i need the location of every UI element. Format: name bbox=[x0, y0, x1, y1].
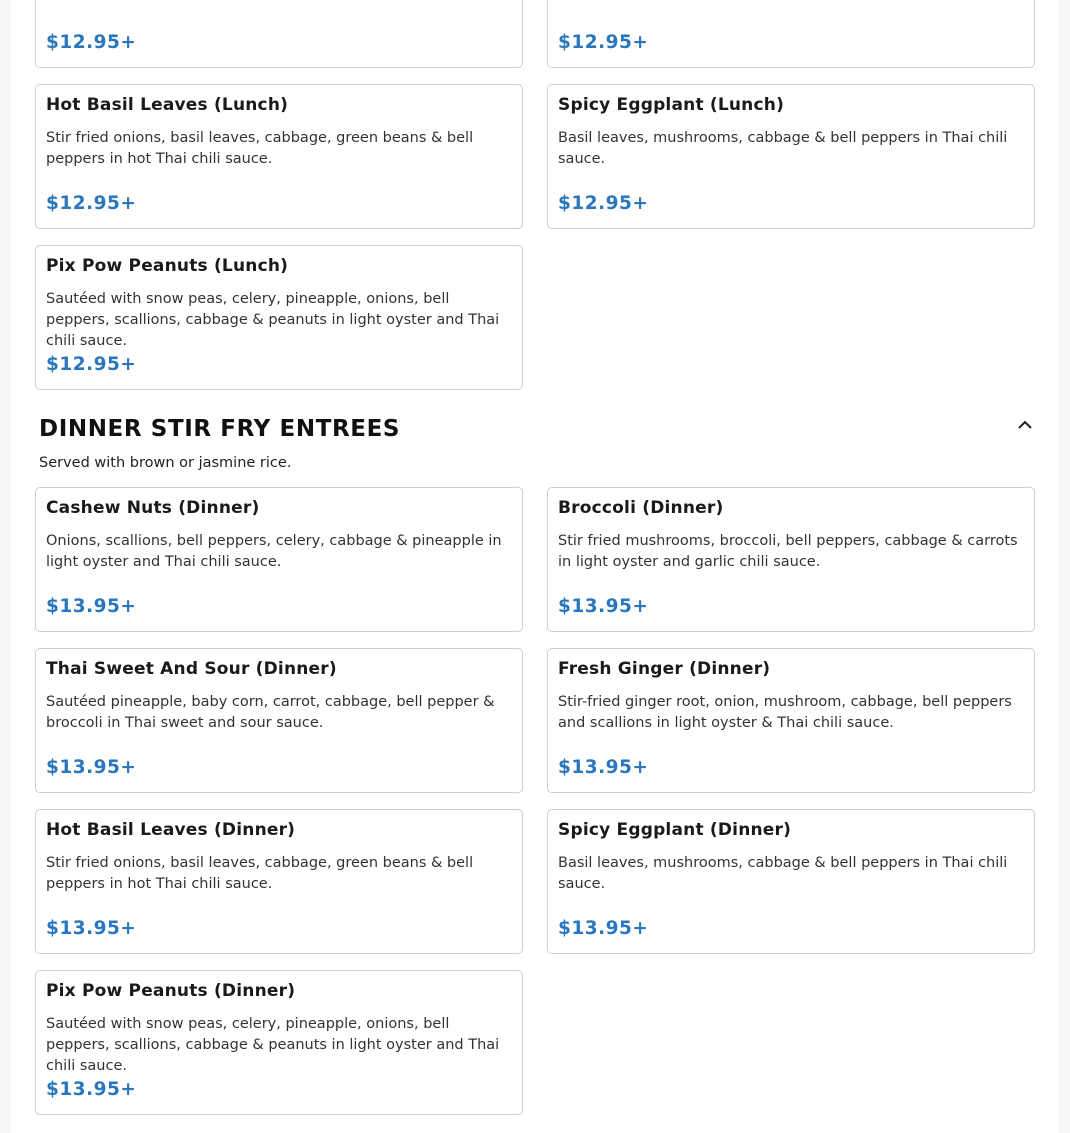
menu-item-card[interactable] bbox=[547, 809, 1035, 954]
item-price: $13.95+ bbox=[46, 1079, 137, 1100]
item-description: Stir fried onions, basil leaves, cabbage, green beans & bell peppers in hot Thai chili sauce. bbox=[46, 130, 474, 167]
collapse-section-button[interactable] bbox=[1014, 414, 1036, 434]
section-title: DINNER STIR FRY ENTREES bbox=[39, 416, 401, 442]
menu-item-card[interactable] bbox=[35, 648, 523, 793]
item-name: Broccoli (Dinner) bbox=[558, 498, 724, 518]
item-description: Stir fried onions, basil leaves, cabbage, green beans & bell peppers in hot Thai chili sauce. bbox=[46, 855, 474, 892]
menu-item-card[interactable] bbox=[547, 0, 1035, 68]
item-price: $12.95+ bbox=[46, 354, 137, 375]
item-name: Hot Basil Leaves (Dinner) bbox=[46, 820, 296, 840]
item-price: $13.95+ bbox=[558, 757, 649, 778]
item-price: $13.95+ bbox=[558, 596, 649, 617]
item-price: $13.95+ bbox=[46, 918, 137, 939]
item-name: Hot Basil Leaves (Lunch) bbox=[46, 95, 289, 115]
item-name: Spicy Eggplant (Lunch) bbox=[558, 95, 785, 115]
menu-item-card[interactable] bbox=[35, 0, 523, 68]
menu-item-card[interactable] bbox=[35, 487, 523, 632]
item-description: Stir-fried ginger root, onion, mushroom, cabbage, bell peppers and scallions in light oyster & Thai chili sauce. bbox=[558, 694, 1012, 731]
menu-item-card[interactable] bbox=[35, 809, 523, 954]
item-name: Pix Pow Peanuts (Dinner) bbox=[46, 981, 296, 1001]
item-price: $12.95+ bbox=[558, 193, 649, 214]
item-description: Basil leaves, mushrooms, cabbage & bell peppers in Thai chili sauce. bbox=[558, 130, 1008, 167]
menu-item-card[interactable] bbox=[35, 84, 523, 229]
menu-item-card[interactable] bbox=[547, 487, 1035, 632]
item-description: Sautéed with snow peas, celery, pineapple, onions, bell peppers, scallions, cabbage & peanuts in light oyster and Thai chili sauce. bbox=[46, 1016, 500, 1074]
item-description: Stir fried mushrooms, broccoli, bell peppers, cabbage & carrots in light oyster and garlic chili sauce. bbox=[558, 533, 1018, 570]
item-price: $13.95+ bbox=[558, 918, 649, 939]
item-description: Onions, scallions, bell peppers, celery, cabbage & pineapple in light oyster and Thai chili sauce. bbox=[46, 533, 502, 570]
item-price: $13.95+ bbox=[46, 596, 137, 617]
item-description bbox=[46, 0, 514, 1]
menu-item-card[interactable] bbox=[547, 84, 1035, 229]
item-price: $12.95+ bbox=[46, 32, 137, 53]
item-description: Basil leaves, mushrooms, cabbage & bell peppers in Thai chili sauce. bbox=[558, 855, 1008, 892]
menu-item-card[interactable] bbox=[547, 648, 1035, 793]
item-name: Thai Sweet And Sour (Dinner) bbox=[46, 659, 337, 679]
item-name: Fresh Ginger (Dinner) bbox=[558, 659, 771, 679]
item-description: Sautéed pineapple, baby corn, carrot, cabbage, bell pepper & broccoli in Thai sweet and sour sauce. bbox=[46, 694, 495, 731]
item-description bbox=[558, 0, 1026, 1]
chevron-up-icon bbox=[1018, 420, 1032, 429]
item-name: Cashew Nuts (Dinner) bbox=[46, 498, 260, 518]
item-name: Pix Pow Peanuts (Lunch) bbox=[46, 256, 289, 276]
section-subtitle: Served with brown or jasmine rice. bbox=[39, 455, 292, 471]
item-price: $12.95+ bbox=[558, 32, 649, 53]
menu-item-card[interactable] bbox=[35, 245, 523, 390]
item-name: Spicy Eggplant (Dinner) bbox=[558, 820, 792, 840]
item-description: Sautéed with snow peas, celery, pineapple, onions, bell peppers, scallions, cabbage & peanuts in light oyster and Thai chili sauce. bbox=[46, 291, 500, 349]
item-price: $13.95+ bbox=[46, 757, 137, 778]
item-price: $12.95+ bbox=[46, 193, 137, 214]
menu-item-card[interactable] bbox=[35, 970, 523, 1115]
